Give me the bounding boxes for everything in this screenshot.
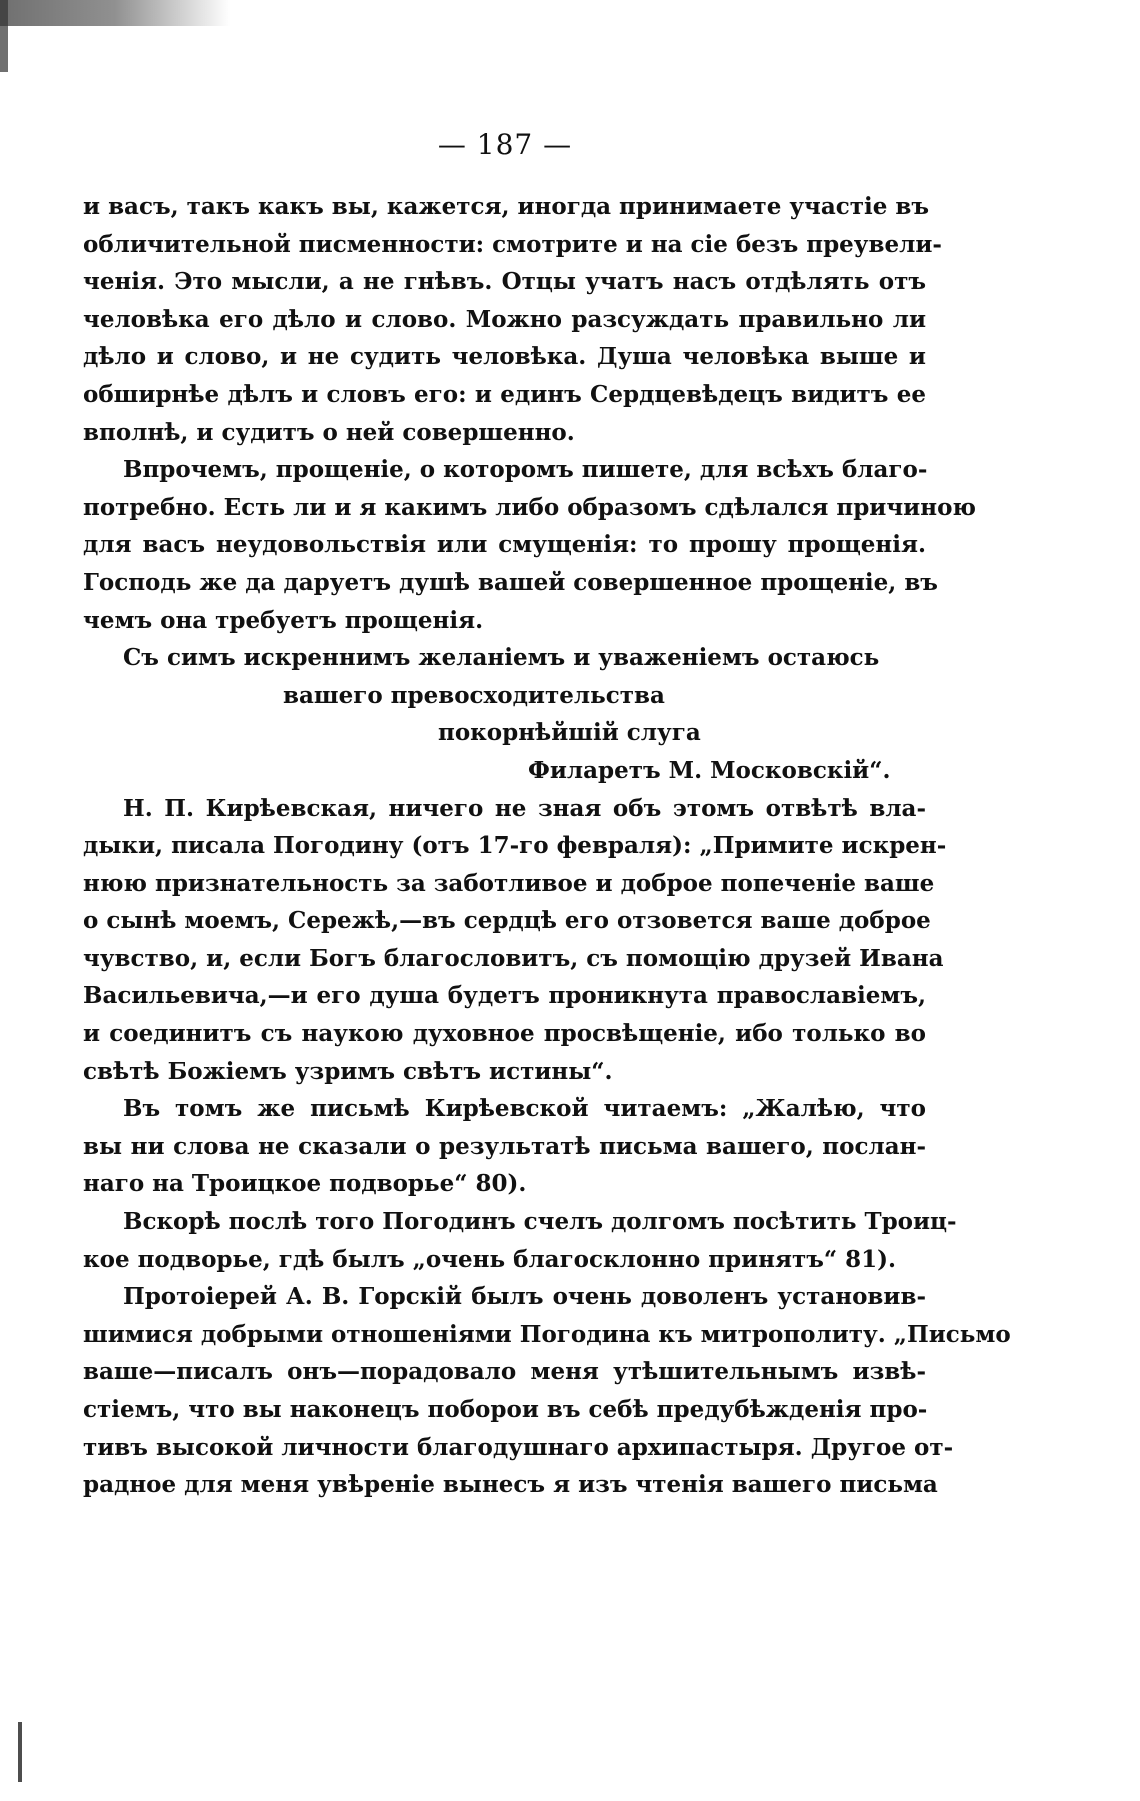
text-line: и соединитъ съ наукою духовное просвѣщеніе, ибо только во xyxy=(83,1020,926,1048)
text-line: ченія. Это мысли, а не гнѣвъ. Отцы учатъ насъ отдѣлять отъ xyxy=(83,268,926,296)
text-line: Господь же да даруетъ душѣ вашей совершенное прощеніе, въ xyxy=(83,568,938,596)
text-line: Н. П. Кирѣевская, ничего не зная объ этомъ отвѣтѣ вла- xyxy=(123,794,926,822)
text-line: вы ни слова не сказали о результатѣ письма вашего, послан- xyxy=(83,1132,926,1160)
signature-line: вашего превосходительства xyxy=(283,681,665,709)
signature-name: Филаретъ М. Московскій“. xyxy=(528,756,891,784)
text-line: вполнѣ, и судитъ о ней совершенно. xyxy=(83,418,575,446)
text-line: для васъ неудовольствія или смущенія: то прошу прощенія. xyxy=(83,531,926,559)
text-line: Вскорѣ послѣ того Погодинъ счелъ долгомъ посѣтить Троиц- xyxy=(123,1208,957,1236)
text-line: потребно. Есть ли и я какимъ либо образомъ сдѣлался причиною xyxy=(83,493,976,521)
text-line: Протоіерей А. В. Горскій былъ очень доволенъ установив- xyxy=(123,1283,926,1311)
signature-line: покорнѣйшій слуга xyxy=(438,719,701,747)
scan-smudge-top xyxy=(0,0,230,26)
text-line: свѣтѣ Божіемъ узримъ свѣтъ истины“. xyxy=(83,1057,613,1085)
text-line: о сынѣ моемъ, Сережѣ,—въ сердцѣ его отзовется ваше доброе xyxy=(83,907,931,935)
text-line: ваше—писалъ онъ—порадовало меня утѣшительнымъ извѣ- xyxy=(83,1358,926,1386)
page-number: — 187 — xyxy=(437,128,573,161)
text-line: человѣка его дѣло и слово. Можно разсуждать правильно ли xyxy=(83,305,926,333)
text-line: стіемъ, что вы наконецъ поборои въ себѣ предубѣжденія про- xyxy=(83,1396,928,1423)
text-line: Въ томъ же письмѣ Кирѣевской читаемъ: „Жалѣю, что xyxy=(123,1095,926,1123)
text-line: чувство, и, если Богъ благословитъ, съ помощію друзей Ивана xyxy=(83,944,944,972)
text-line: Впрочемъ, прощеніе, о которомъ пишете, для всѣхъ благо- xyxy=(123,456,928,484)
text-line: чемъ она требуетъ прощенія. xyxy=(83,606,484,634)
text-line: тивъ высокой личности благодушнаго архипастыря. Другое от- xyxy=(83,1433,954,1461)
closing-line: Съ симъ искреннимъ желаніемъ и уваженіемъ остаюсь xyxy=(123,644,880,672)
scan-smudge-bottom xyxy=(18,1722,22,1782)
text-line: кое подворье, гдѣ былъ „очень благосклонно принятъ“ 81). xyxy=(83,1245,897,1273)
text-line: дыки, писала Погодину (отъ 17-го февраля): „Примите искрен- xyxy=(83,832,947,860)
text-line: дѣло и слово, и не судить человѣка. Душа человѣка выше и xyxy=(83,343,926,371)
text-line: наго на Троицкое подворье“ 80). xyxy=(83,1170,527,1198)
scan-smudge-left xyxy=(0,0,8,72)
text-line: нюю признательность за заботливое и доброе попеченіе ваше xyxy=(83,869,935,897)
text-line: радное для меня увѣреніе вынесъ я изъ чтенія вашего письма xyxy=(83,1471,938,1499)
text-line: и васъ, такъ какъ вы, кажется, иногда принимаете участіе въ xyxy=(83,193,930,220)
text-line: обширнѣе дѣлъ и словъ его: и единъ Сердцевѣдецъ видитъ ее xyxy=(83,380,926,408)
text-line: обличительной писменности: смотрите и на сіе безъ преувели- xyxy=(83,230,942,258)
text-line: шимися добрыми отношеніями Погодина къ митрополиту. „Письмо xyxy=(83,1320,1011,1348)
body-text xyxy=(83,188,1011,1504)
text-line: Васильевича,—и его душа будетъ проникнута православіемъ, xyxy=(83,982,926,1010)
